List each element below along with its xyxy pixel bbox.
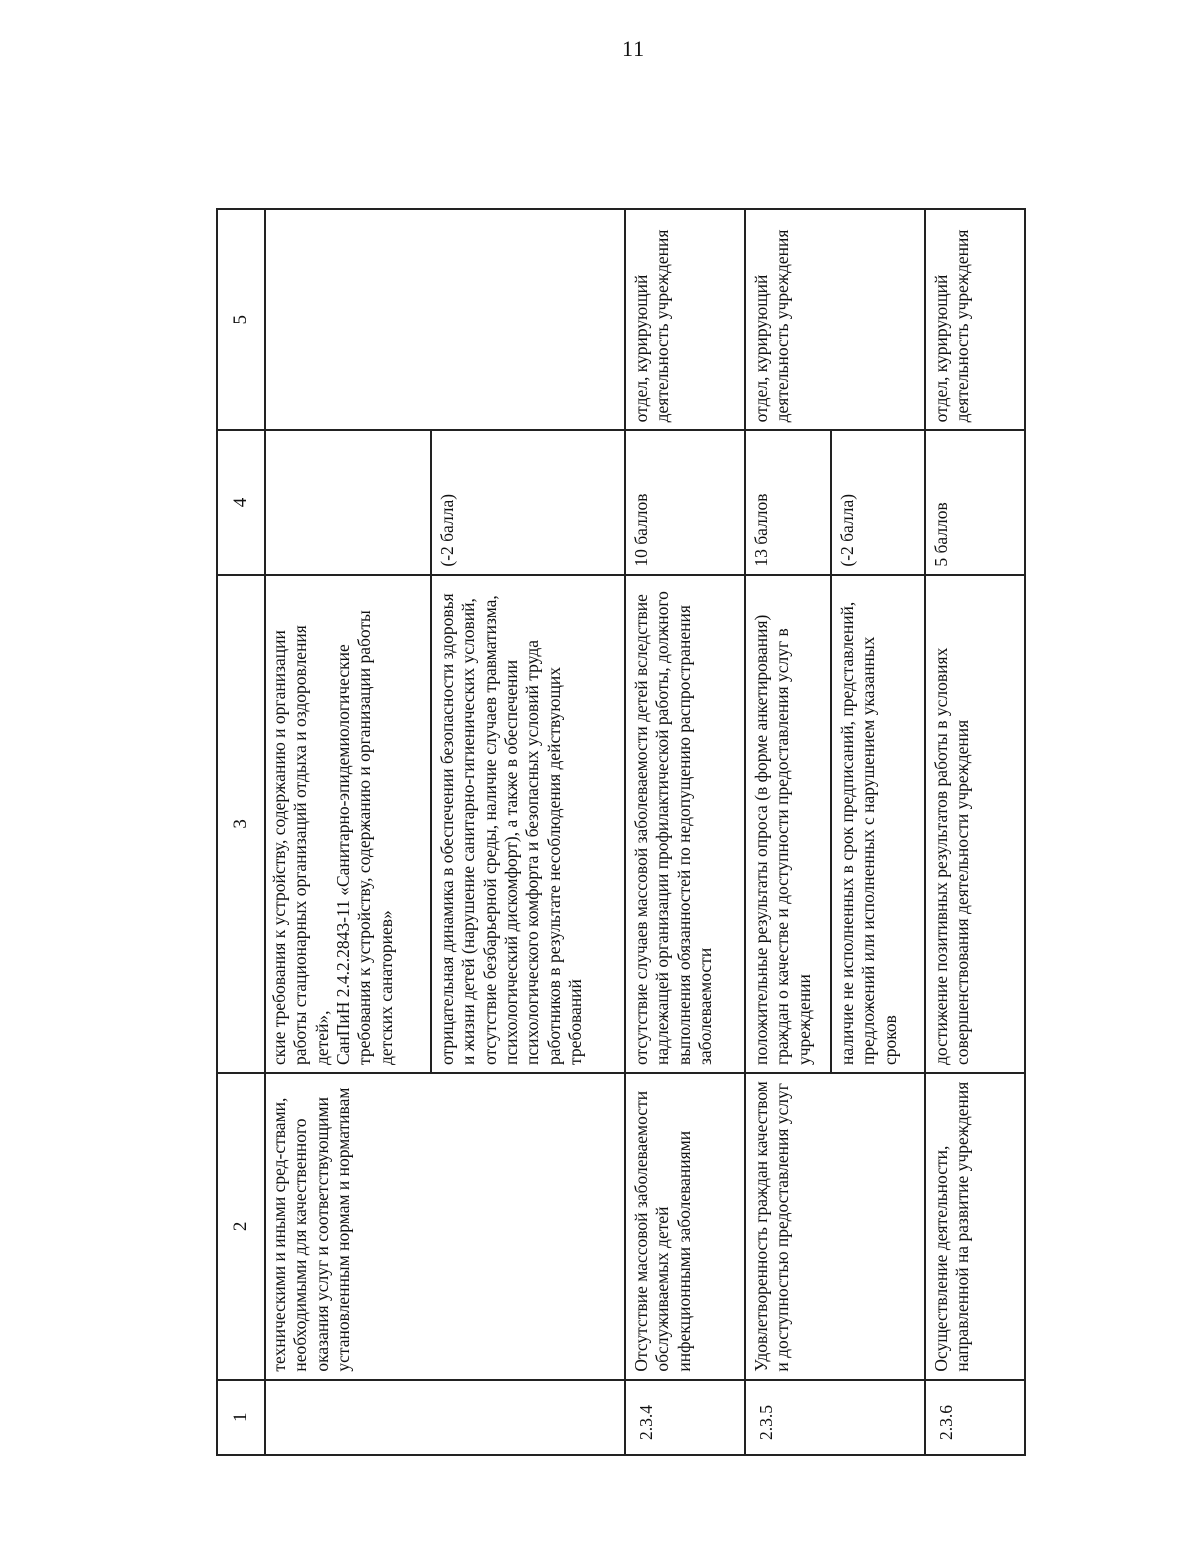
row-number: 2.3.4 <box>625 1380 745 1455</box>
criterion-cell: достижение позитивных результатов работы в условиях совершенствования деятельности учреждения <box>925 575 1025 1073</box>
criterion-cell: ские требования к устройству, содержанию и организации работы стационарных организаций отдыха и оздоровления детей», СанПиН 2.4.2.2843-11 «Санитарно-эпидемиологические требования к устройству, содержанию и организации работы детских санаториев» <box>265 575 431 1073</box>
indicator-cell: Отсутствие массовой заболеваемости обслуживаемых детей инфекционными заболеваниями <box>625 1073 745 1380</box>
col-header-2: 2 <box>217 1073 265 1380</box>
criterion-cell: наличие не исполненных в срок предписаний, представлений, предложений или исполненных с нарушением указанных сроков <box>831 575 925 1073</box>
responsible-cell <box>265 209 625 430</box>
responsible-cell: отдел, курирующий деятельность учреждения <box>745 209 925 430</box>
rotated-table-container <box>216 208 976 1456</box>
page-number: 11 <box>622 36 646 61</box>
criteria-table <box>216 208 1026 1456</box>
score-cell: (-2 балла) <box>831 430 925 574</box>
indicator-cell: техническими и иными сред-ствами, необходимыми для качественного оказания услуг и соответствующими установленным нормам и нормативам <box>265 1073 625 1380</box>
table-row <box>265 209 431 1455</box>
responsible-cell: отдел, курирующий деятельность учреждения <box>625 209 745 430</box>
row-number: 2.3.5 <box>745 1380 925 1455</box>
col-header-5: 5 <box>217 209 265 430</box>
indicator-cell: Осуществление деятельности, направленной на развитие учреждения <box>925 1073 1025 1380</box>
responsible-cell: отдел, курирующий деятельность учреждения <box>925 209 1025 430</box>
row-number: 2.3.6 <box>925 1380 1025 1455</box>
criterion-cell: отсутствие случаев массовой заболеваемости детей вследствие надлежащей организации профилактической работы, должного выполнения обязанностей по недопущению распространения заболеваемости <box>625 575 745 1073</box>
indicator-cell: Удовлетворенность граждан качеством и доступностью предоставления услуг <box>745 1073 925 1380</box>
score-cell: 13 баллов <box>745 430 831 574</box>
score-cell <box>265 430 431 574</box>
table-row <box>745 209 831 1455</box>
score-cell: 10 баллов <box>625 430 745 574</box>
table-row <box>625 209 745 1455</box>
col-header-4: 4 <box>217 430 265 574</box>
criterion-cell: отрицательная динамика в обеспечении безопасности здоровья и жизни детей (нарушение санитарно-гигиенических условий, отсутствие безбарьерной среды, наличие случаев травматизма, психологический дискомфорт), а также в обеспечении психологического комфорта и безопасных условий труда работников в результате несоблюдения действующих требований <box>431 575 625 1073</box>
header-row <box>217 209 265 1455</box>
col-header-3: 3 <box>217 575 265 1073</box>
table-row <box>925 209 1025 1455</box>
col-header-1: 1 <box>217 1380 265 1455</box>
score-cell: (-2 балла) <box>431 430 625 574</box>
score-cell: 5 баллов <box>925 430 1025 574</box>
row-number <box>265 1380 625 1455</box>
criterion-cell: положительные результаты опроса (в форме анкетирования) граждан о качестве и доступности предоставления услуг в учреждении <box>745 575 831 1073</box>
